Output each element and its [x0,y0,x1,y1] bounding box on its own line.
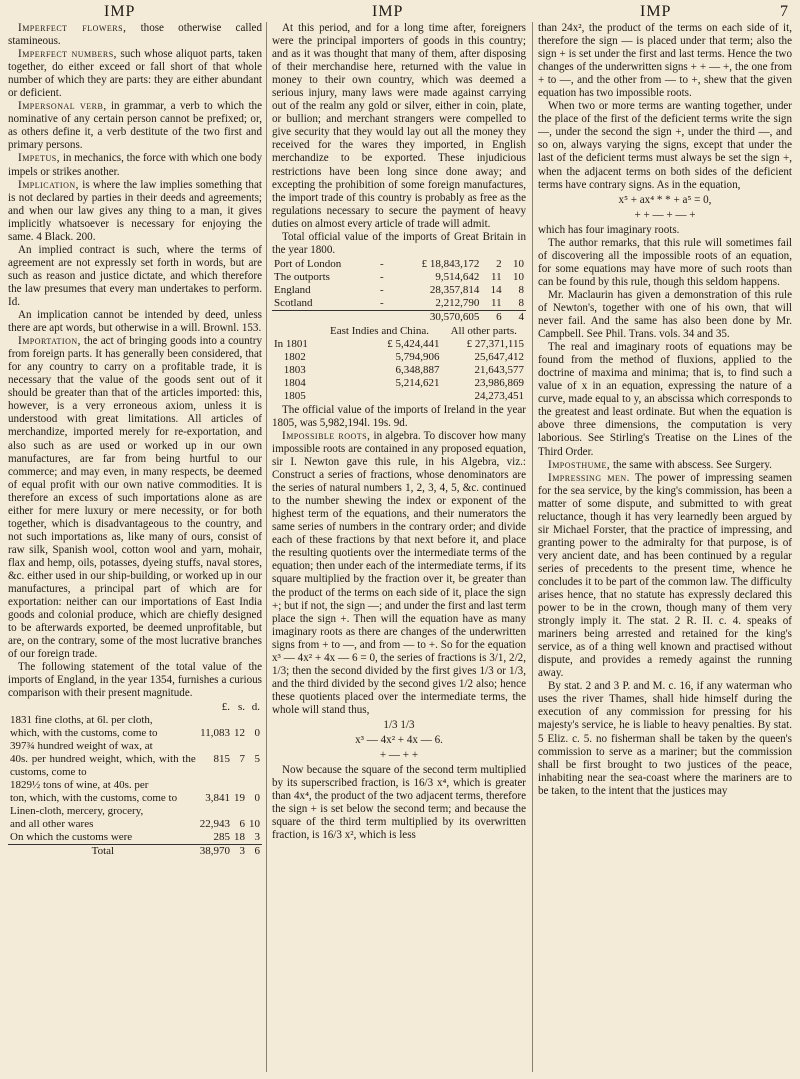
headword: Importation, [18,335,81,348]
column-1 [8,22,262,859]
header-left: IMP [104,3,136,20]
column-2 [272,22,526,842]
paragraph: Mr. Maclaurin has given a demonstration of this rule of Newton's, together with one of his own, that will never fail. And the same has also been done by Mr. Campbell. See Phil. Trans. vols. 34 and 35. [538,288,792,341]
table-row: Scotland - 2,212,790 11 8 [274,296,524,309]
headword: Impressing men. [548,471,630,484]
imports-1354-table: £. s. d. 1831 fine cloths, at 6l. per cloth, which, with the customs, come to 11,083 12 0 397¾ hundred weight of wax, at 40s. per hundred weight, which, with the customs, come to 815 7 5 1829½ tons of wine, at 40s. per ton, which, with the customs, come to 3,841 19 0 Linen-cloth, mercery, grocery, and all other wares 22,943 6 10 On which the customs were 285 18 3 Total 38,970 3 6 [10,701,260,858]
paragraph: An implication cannot be intended by deed, unless there are apt words, but otherwise in a will. Brownl. 153. [8,309,262,335]
headword: Implication, [18,178,79,191]
entry-importation: Importation, the act of bringing goods into a country from foreign parts. It has generally been considered, that for any country to carry on a profitable trade, it is necessary that the value of the goods sent out of it should be greater than that of the articles imported: this, however, is a very erroneous axiom, unless it is understood with great limitations. All articles of merchandize, imported merely for re-exportation, and also such as are used or worked up in our own manufactures, are far from being hurtful to our commerce; and may even, in many respects, be deemed of equal profit with our own native commodities. It is therefore an excess of such importations alone as are either for mere luxury or mere necessity, or for both together, which is disadvantageous to the country, and not such importations as, like many of ours, consist of raw silk, Spanish wool, cotton wool and yarn, mohair, flax and hemp, oils, potasses, dyeing stuffs, naval stores, &c. either used in our ship-building, or worked up in our manufactures, a principal part of which are for exportation: neither can our importations of East India goods and colonial produce, which are chiefly designed to be afterwards exported, be deemed unprofitable, but are, on the contrary, some of the most lucrative branches of our foreign trade. [8,335,262,661]
paragraph: The real and imaginary roots of equations may be found from the method of fluxions, applied to the doctrine of maxima and minima; that is, to find such a value of x in an equation, expressing the nature of a curve, made equal to y, an abscissa which corresponds to the greatest and least ordinate. But when the equation is above three dimensions, the computation is very laborious. See Stirling's Treatise on the Lines of the Third Order. [538,341,792,458]
header-center: IMP [372,3,404,20]
column-3 [538,22,792,798]
entry-impersonal-verb: Impersonal verb, in grammar, a verb to which the nominative of any certain person cannot be prefixed; or, as others define it, a verb destitute of the two first and primary persons. [8,100,262,152]
page-number: 7 [780,3,789,20]
table-row: 1802 5,794,906 25,647,412 [283,350,524,363]
table-row: 40s. per hundred weight, which, with the customs, come to 815 7 5 [10,753,260,779]
header-right: IMP [640,3,672,20]
total-row: 30,570,605 6 4 [272,310,526,324]
table-row: Linen-cloth, mercery, grocery, [10,805,144,818]
table-row: 1803 6,348,887 21,643,577 [283,363,524,376]
entry-imposthume: Imposthume, the same with abscess. See Surgery. [548,458,772,471]
table-row: Port of London - £ 18,843,172 2 10 [274,257,524,270]
paragraph: Total official value of the imports of Great Britain in the year 1800. [272,230,526,256]
paragraph: The following statement of the total value of the imports of England, in the year 1354, furnishes a curious comparison with their present magnitude. [8,661,262,700]
headword: Imperfect numbers, [18,48,117,61]
east-indies-table: East Indies and China. All other parts. In 1801 £ 5,424,441 £ 27,371,115 1802 5,794,906 25,647,412 1803 6,348,887 21,643,577 1804 5,214,621 23,986,869 1805 24,273,451 [274,324,524,402]
total-row: Total 38,970 3 6 [8,845,262,859]
entry-impossible-roots: Impossible roots, in algebra. To discover how many impossible roots are contained in any proposed equation, sir I. Newton gave this rule, in his Algebra, viz.: Construct a series of fractions, whose denominators are the series of natural numbers 1, 2, 3, 4, 5, &c. continued to the number shewing the index or exponent of the highest term of the equations, and their numerators the same series of numbers in the contrary order; and divide each of these fractions by that next before it, and place the resulting quotients over the intermediate terms of the equation; then under each of the intermediate terms, if its square multiplied by the fraction over it, be greater than the product of the terms on each side of it, place the sign +; but if not, the sign —; and under the first and last term place the sign +. Then will the equation have as many imaginary roots as there are changes of the underwritten signs from + to —, and from — to +. So for the equation x³ — 4x² + 4x — 6 = 0, the series of fractions is 3/1, 2/2, 1/3; then the second divided by the first gives 1/3 or 1/3, and the third divided by the second gives 1/2 also; hence these quotients placed over the intermediate terms, the whole will stand thus, [272,429,526,716]
entry-implication: Implication, is where the law implies something that is not declared by parties in their deeds and agreements; and when our law gives any thing to a man, it gives implicitly whatsoever is necessary for enjoying the same. 4 Black. 200. [8,178,262,243]
running-header [0,3,800,23]
table-row: 1829½ tons of wine, at 40s. per [10,779,149,792]
paragraph: The official value of the imports of Ireland in the year 1805, was 5,982,194l. 19s. 9d. [272,403,526,429]
table-row: England - 28,357,814 14 8 [274,283,524,296]
column-rule [266,22,267,1072]
table-row: The outports - 9,514,642 11 10 [274,270,524,283]
paragraph: than 24x², the product of the terms on each side of it, therefore the sign — is placed under that term; also the sign + is set under the first and last terms. Hence the two changes of the underwritten signs + + — +, the one from + to —, and the other from — to +, shew that the given equation has two impossible roots. [538,22,792,100]
equation: x³ — 4x² + 4x — 6. [355,734,443,747]
headword: Impetus, [18,152,61,165]
table-row: 397¾ hundred weight of wax, at [10,740,153,753]
equation: x⁵ + ax⁴ * * + a⁵ = 0, [618,193,712,206]
headword: Imperfect flowers, [18,22,127,34]
equation-signs: + — + + [379,749,419,762]
entry-imperfect-flowers: Imperfect flowers, those otherwise called stamineous. [8,22,262,48]
entry-impetus: Impetus, in mechanics, the force with which one body impels or strikes another. [8,152,262,178]
equation-signs: + + — + — + [634,208,696,221]
paragraph: Now because the square of the second term multiplied by its superscribed fraction, is 16/3 x⁴, which is greater than 4x⁴, the product of the two adjacent terms, therefore the sign + is set below the second term; and because the square of the third term multiplied by its overwritten fraction, is 16/3 x², which is less [272,764,526,842]
paragraph: An implied contract is such, where the terms of agreement are not expressly set forth in words, but are such as reason and justice dictate, and which therefore the law presumes that every man undertakes to perform. Id. [8,243,262,308]
table-row: and all other wares 22,943 6 10 [10,818,260,831]
entry-imperfect-numbers: Imperfect numbers, such whose aliquot parts, taken together, do either exceed or fall short of that whole number of which they are parts: they are either abundant or deficient. [8,48,262,100]
headword: Imposthume, [548,458,611,471]
table-row: In 1801 £ 5,424,441 £ 27,371,115 [274,337,524,350]
paragraph: By stat. 2 and 3 P. and M. c. 16, if any waterman who uses the river Thames, shall hide himself during the execution of any commission for pressing for his majesty's service, he is liable to heavy penalties. By stat. 5 Eliz. c. 5. no fisherman shall be taken by the queen's commission to serve as a mariner; but the commission shall be first brought to two justices of the peace, inhabiting near the sea-coast where the mariners are to be taken, to the intent that the justices may [538,680,792,797]
table-row: which, with the customs, come to 11,083 12 0 [10,727,260,740]
headword: Impersonal verb, [18,100,107,113]
paragraph: When two or more terms are wanting together, under the place of the first of the deficient terms write the sign —, under the second the sign +, under the third —, and so on, always varying the signs, except that under the last of the deficient terms must always be set the sign +, when the adjacent terms on both sides of the deficient terms have contrary signs. As in the equation, [538,100,792,191]
column-rule [532,22,533,1072]
paragraph: At this period, and for a long time after, foreigners were the principal importers of goods in this country; and as it was thought that many of them, after disposing of their merchandise here, returned with the value in money to their own country, which was deemed a serious injury, many laws were made against carrying out of the realm any gold or silver, either in coin, plate, or bullion; and merchant strangers were compelled to give security that they would lay out all the money they received for the wares they imported, in English merchandize to be exported. These injudicious restrictions have been long since done away; and excepting the prohibition of some foreign manufactures, the import trade of this country is probably as free as the regulations necessary to secure the payment of heavy duties on almost every article of trade will admit. [272,22,526,230]
table-row: On which the customs were 285 18 3 [10,831,260,844]
entry-impressing-men: Impressing men. The power of impressing seamen for the sea service, by the king's commission, has been a matter of some dispute, and submitted to with great reluctance, though it has very learnedly been argued by sir Michael Forster, that the practice of impressing, and granting power to the admiralty for that purpose, is of very ancient date, and has been continued by a regular series of precedents to the present time, whence he concludes it to be part of the common law. The difficulty arises hence, that no statute has expressly declared this power to be in the crown, though many of them very strongly imply it. The stat. 2 R. II. c. 4. speaks of mariners being arrested and retained for the king's service, as of a thing well known and practised without dispute, and provides a remedy against the running away. [538,471,792,680]
imports-1800-table [272,258,526,324]
table-row: ton, which, with the customs, come to 3,841 19 0 [10,792,260,805]
paragraph: The author remarks, that this rule will sometimes fail of discovering all the impossible roots of an equation, for some equations may have more of such roots than can be found by this rule, though this seldom happens. [538,236,792,288]
table-row: 1805 24,273,451 [283,389,524,402]
equation-fractions: 1/3 1/3 [383,718,415,731]
table-row: 1804 5,214,621 23,986,869 [283,376,524,389]
paragraph: which has four imaginary roots. [538,223,680,236]
table-row: 1831 fine cloths, at 6l. per cloth, [10,714,153,727]
headword: Impossible roots, [282,429,371,442]
